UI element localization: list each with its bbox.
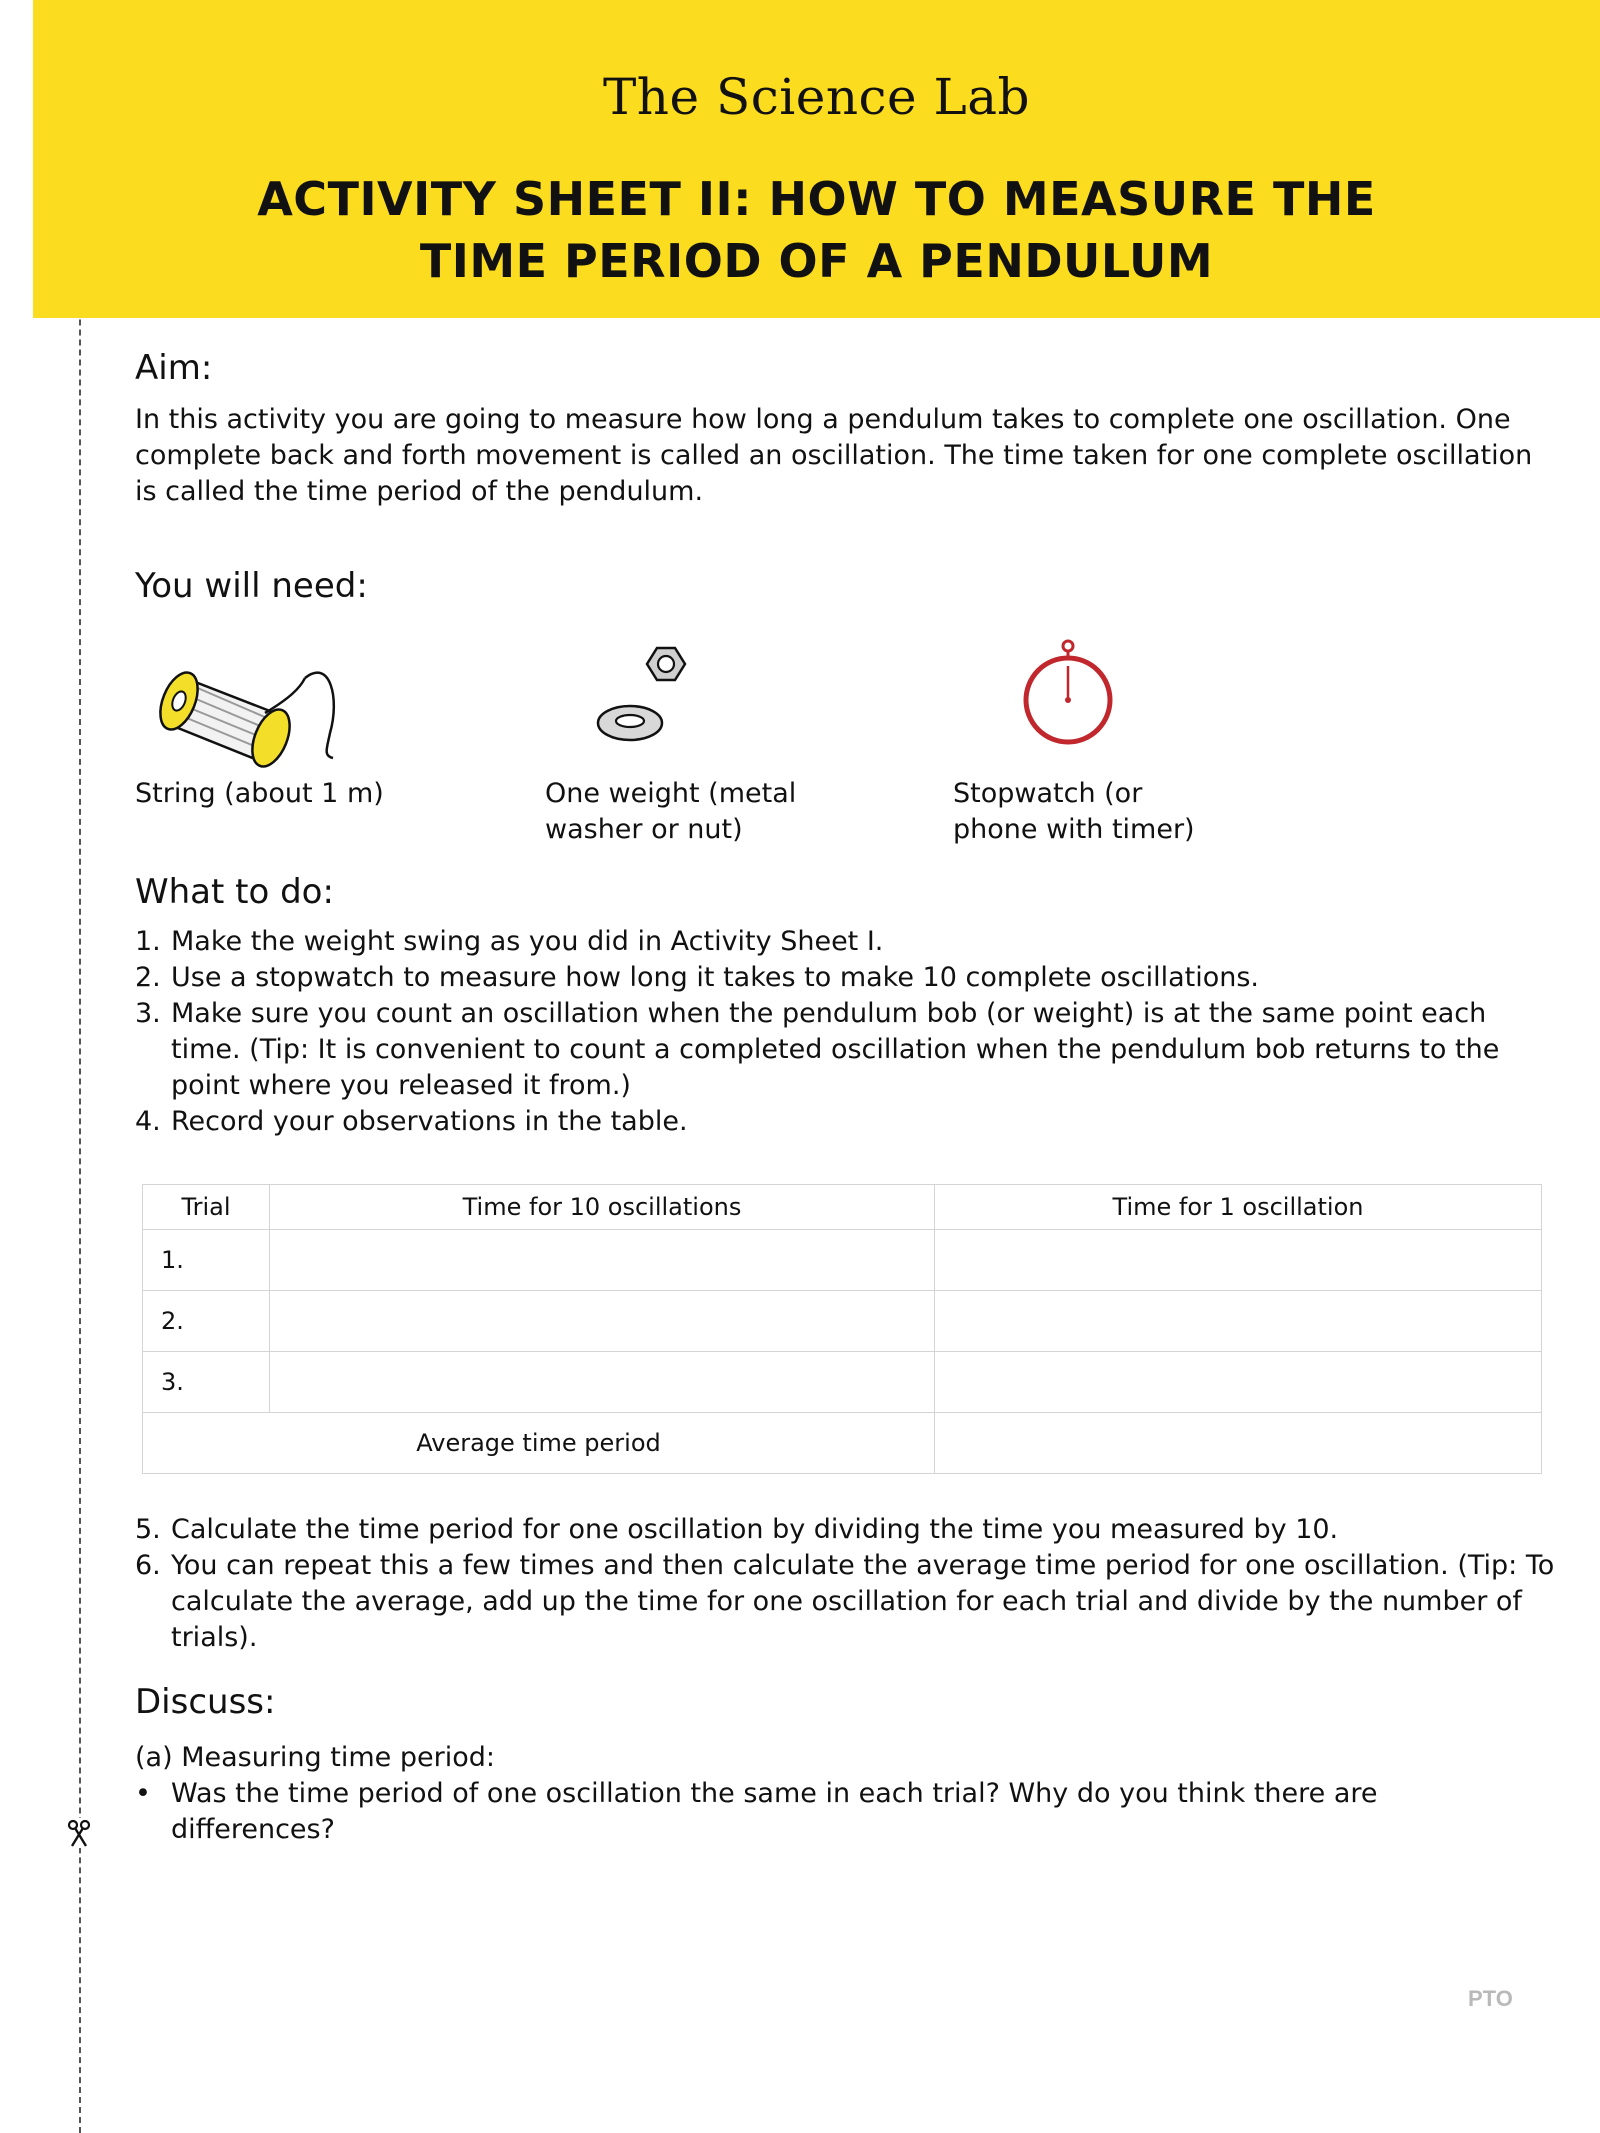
list-item: 3. Make sure you count an oscillation when the pendulum bob (or weight) is at the same point each time. (Tip: It is convenient to count a completed oscillation when the pendulum bob returns to the point where you released it from.) [135, 998, 1500, 1101]
time-1-cell[interactable] [935, 1352, 1542, 1413]
header-banner [33, 0, 1600, 318]
list-item: 1. Make the weight swing as you did in Activity Sheet I. [135, 926, 884, 957]
time-10-cell[interactable] [270, 1352, 935, 1413]
observation-table [142, 1184, 1542, 1474]
time-10-cell[interactable] [270, 1291, 935, 1352]
discuss-question: Was the time period of one oscillation the same in each trial? Why do you think there are differences? [171, 1778, 1378, 1845]
needs-heading: You will need: [135, 566, 368, 606]
average-cell[interactable] [935, 1413, 1542, 1474]
discuss-heading: Discuss: [135, 1682, 276, 1722]
bullet-icon: • [135, 1778, 151, 1809]
column-header-trial: Trial [143, 1185, 270, 1230]
steps-list-continued [135, 1512, 1555, 1656]
sheet-title-line-1: ACTIVITY SHEET II: HOW TO MEASURE THE [257, 172, 1376, 226]
sheet-title [33, 168, 1600, 292]
table-row [143, 1291, 1542, 1352]
cut-line [79, 0, 81, 2133]
stopwatch-icon [1013, 638, 1123, 748]
spool-of-string-icon [155, 638, 355, 768]
trial-number: 2. [143, 1291, 270, 1352]
sheet-title-line-2: TIME PERIOD OF A PENDULUM [419, 234, 1214, 288]
material-label: One weight (metal washer or nut) [545, 778, 797, 845]
scissors-icon [64, 1818, 94, 1848]
material-label: String (about 1 m) [135, 778, 384, 809]
pto-label: PTO [1468, 1986, 1513, 2011]
aim-text: In this activity you are going to measure how long a pendulum takes to complete one oscillation. One complete back and forth movement is called an oscillation. The time taken for one complete oscillation is called the time period of the pendulum. [135, 404, 1533, 507]
discuss-subheading: (a) Measuring time period: [135, 1742, 495, 1773]
todo-heading: What to do: [135, 872, 334, 912]
lab-title: The Science Lab [602, 68, 1031, 126]
list-item: 4. Record your observations in the table. [135, 1106, 688, 1137]
table-footer-row [143, 1413, 1542, 1474]
trial-number: 3. [143, 1352, 270, 1413]
material-label: Stopwatch (or phone with timer) [953, 778, 1195, 845]
aim-heading: Aim: [135, 348, 213, 388]
list-item: 2. Use a stopwatch to measure how long it takes to make 10 complete oscillations. [135, 962, 1260, 993]
column-header-time-1: Time for 1 oscillation [935, 1185, 1542, 1230]
table-row [143, 1352, 1542, 1413]
list-item [135, 1776, 1535, 1848]
table-row [143, 1230, 1542, 1291]
time-1-cell[interactable] [935, 1230, 1542, 1291]
trial-number: 1. [143, 1230, 270, 1291]
time-10-cell[interactable] [270, 1230, 935, 1291]
materials-list [135, 638, 1435, 853]
time-1-cell[interactable] [935, 1291, 1542, 1352]
discuss-section [135, 1740, 1535, 1848]
washer-and-nut-icon [595, 638, 705, 758]
steps-list [135, 924, 1555, 1140]
column-header-time-10: Time for 10 oscillations [270, 1185, 935, 1230]
list-item: 6. You can repeat this a few times and then calculate the average time period for one oscillation. (Tip: To calculate the average, add up the time for one oscillation for each trial and divide by the number of trials). [135, 1550, 1555, 1653]
list-item: 5. Calculate the time period for one oscillation by dividing the time you measured by 10. [135, 1514, 1339, 1545]
average-label: Average time period [143, 1413, 935, 1474]
table-header-row [143, 1185, 1542, 1230]
